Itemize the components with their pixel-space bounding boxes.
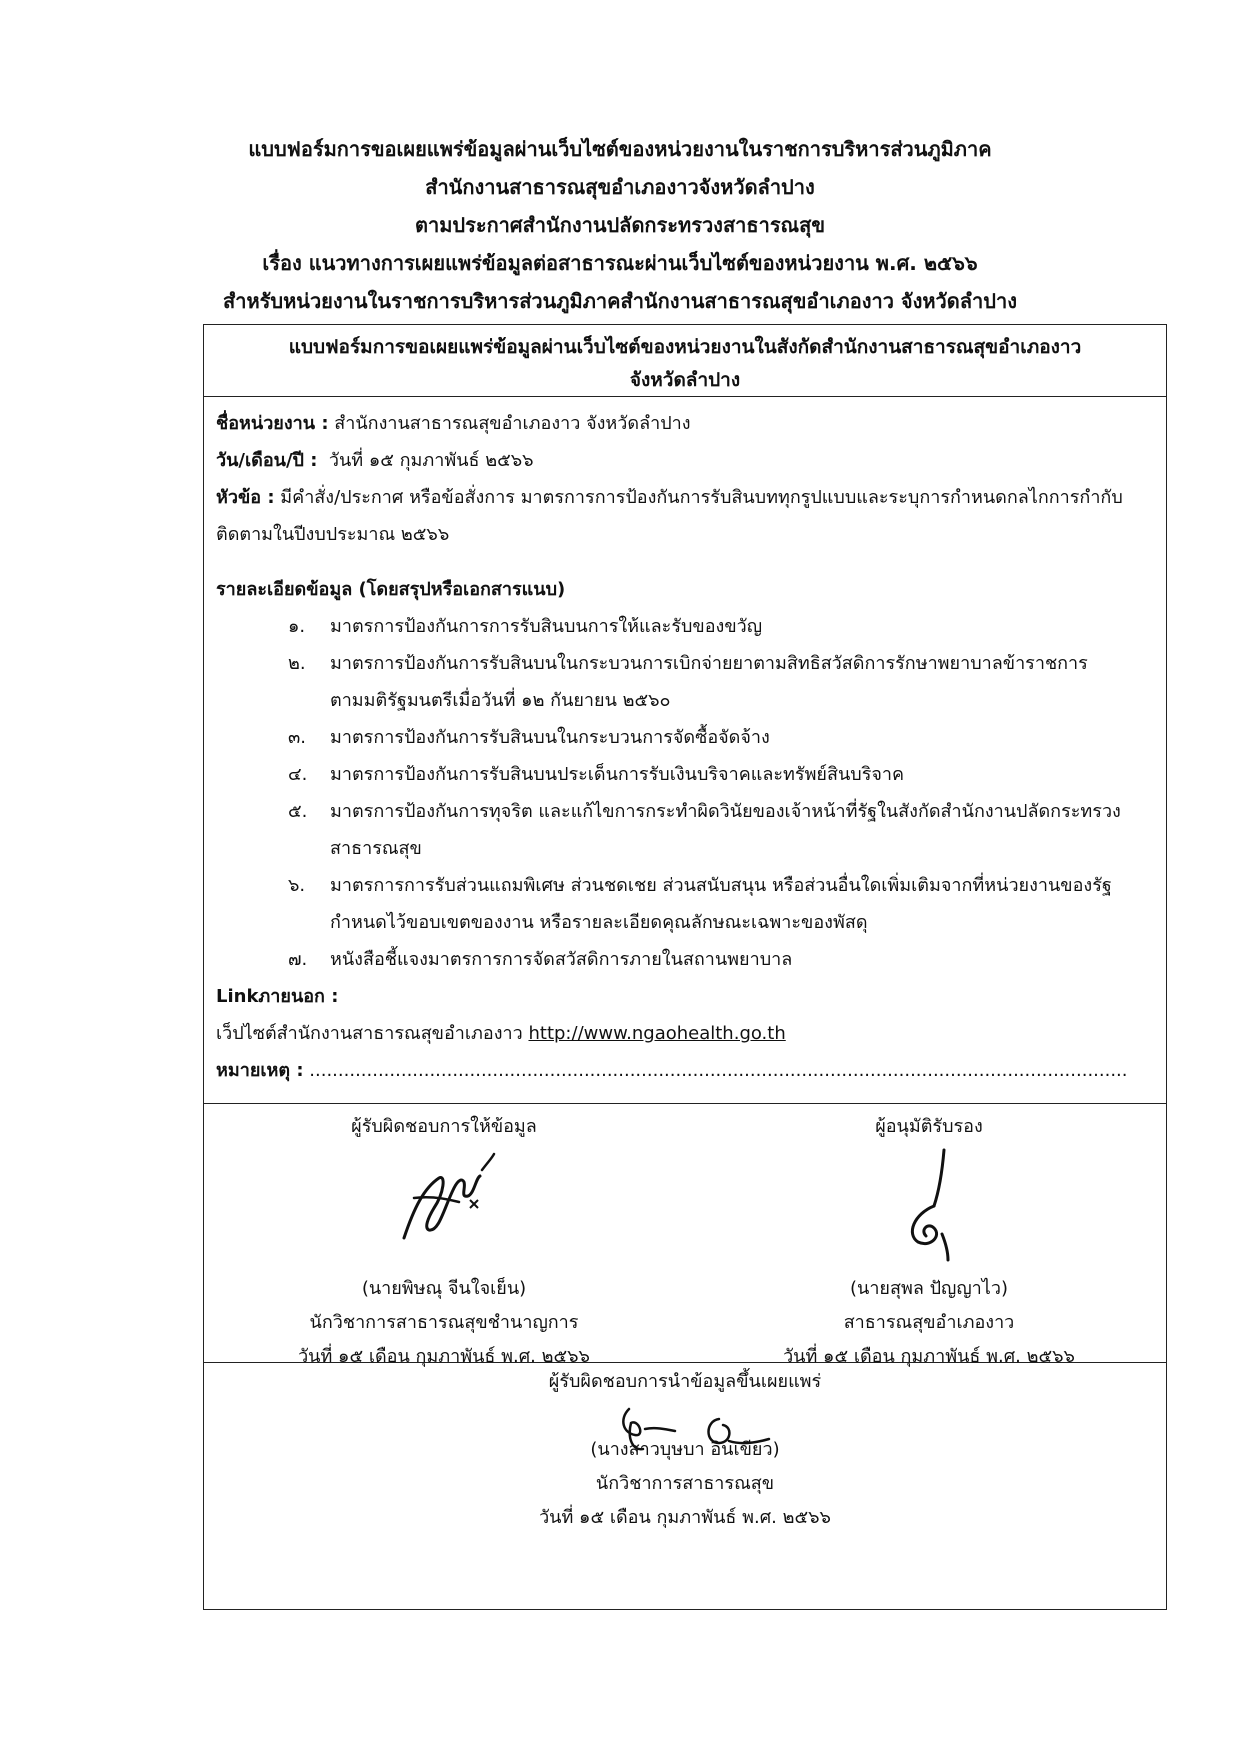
item-number: ๔. <box>288 764 308 785</box>
header-line-5: สำหรับหน่วยงานในราชการบริหารส่วนภูมิภาคสำนักงานสาธารณสุขอำเภองาว จังหวัดลำปาง <box>223 289 1017 313</box>
responsible-signature-block <box>244 1110 644 1374</box>
remark-dots: ............................................................................................................................................... <box>309 1060 1128 1081</box>
external-link[interactable]: http://www.ngaohealth.go.th <box>528 1023 786 1044</box>
link-row <box>216 1015 1156 1052</box>
header-line-2: สำนักงานสาธารณสุขอำเภองาวจังหวัดลำปาง <box>425 175 815 199</box>
approver-role: ผู้อนุมัติรับรอง <box>875 1116 983 1137</box>
item-text: หนังสือชี้แจงมาตรการการจัดสวัสดิการภายในสถานพยาบาล <box>330 949 793 970</box>
signature-icon <box>384 1148 504 1258</box>
details-label: รายละเอียดข้อมูล (โดยสรุปหรือเอกสารแนบ) <box>216 579 566 600</box>
approver-signature-image <box>704 1144 1154 1272</box>
header-line-4: เรื่อง แนวทางการเผยแพร่ข้อมูลต่อสาธารณะผ่านเว็บไซต์ของหน่วยงาน พ.ศ. ๒๕๖๖ <box>262 251 978 275</box>
header-line-3: ตามประกาศสำนักงานปลัดกระทรวงสาธารณสุข <box>414 213 825 237</box>
list-item <box>216 608 1156 645</box>
approver-signature-block <box>704 1110 1154 1374</box>
form-info <box>204 397 1166 1089</box>
date-label: วัน/เดือน/ปี : <box>216 450 318 471</box>
publisher-position: นักวิชาการสาธารณสุข <box>595 1473 775 1494</box>
remark-label: หมายเหตุ : <box>216 1060 304 1081</box>
form-title <box>204 325 1166 397</box>
item-text: มาตรการป้องกันการรับสินบนประเด็นการรับเงินบริจาคและทรัพย์สินบริจาค <box>330 764 905 785</box>
item-number: ๒. <box>288 653 306 674</box>
item-text: มาตรการการรับส่วนแถมพิเศษ ส่วนชดเชย ส่วนสนับสนุน หรือส่วนอื่นใดเพิ่มเติมจากที่หน่วยงานของรัฐกำหนดไว้ขอบเขตของงาน หรือรายละเอียดคุณลักษณะเฉพาะของพัสดุ <box>330 875 1112 933</box>
topic-row <box>216 479 1156 553</box>
publisher-date: วันที่ ๑๕ เดือน กุมภาพันธ์ พ.ศ. ๒๕๖๖ <box>539 1507 831 1528</box>
form-title-line-2: จังหวัดลำปาง <box>629 369 741 391</box>
responsible-date: วันที่ ๑๕ เดือน กุมภาพันธ์ พ.ศ. ๒๕๖๖ <box>298 1346 590 1367</box>
list-item <box>216 941 1156 978</box>
responsible-signature-image <box>244 1144 644 1272</box>
responsible-position: นักวิชาการสาธารณสุขชำนาญการ <box>309 1312 579 1333</box>
item-number: ๖. <box>288 875 306 896</box>
page-header <box>0 130 1240 320</box>
signature-icon <box>609 1399 789 1459</box>
form-title-line-1: แบบฟอร์มการขอเผยแพร่ข้อมูลผ่านเว็บไซต์ของหน่วยงานในสังกัดสำนักงานสาธารณสุขอำเภองาว <box>288 336 1082 358</box>
signature-section <box>204 1103 1166 1367</box>
list-item <box>216 719 1156 756</box>
item-text: มาตรการป้องกันการทุจริต และแก้ไขการกระทำผิดวินัยของเจ้าหน้าที่รัฐในสังกัดสำนักงานปลัดกระทรวงสาธารณสุข <box>330 801 1121 859</box>
item-text: มาตรการป้องกันการการรับสินบนการให้และรับของขวัญ <box>330 616 763 637</box>
list-item <box>216 793 1156 867</box>
item-number: ๗. <box>288 949 308 970</box>
topic-label: หัวข้อ : <box>216 487 275 508</box>
topic-value: มีคำสั่ง/ประกาศ หรือข้อสั่งการ มาตรการการป้องกันการรับสินบททุกรูปแบบและระบุการกำหนดกลไกการกำกับติดตามในปีงบประมาณ ๒๕๖๖ <box>216 487 1123 545</box>
item-number: ๑. <box>288 616 306 637</box>
agency-label: ชื่อหน่วยงาน : <box>216 413 329 434</box>
link-prefix: เว็ปไซต์สำนักงานสาธารณสุขอำเภองาว <box>216 1023 523 1044</box>
publisher-name: (นางสาวบุษบา อินเขียว) <box>590 1439 780 1460</box>
item-number: ๓. <box>288 727 307 748</box>
date-value: วันที่ ๑๕ กุมภาพันธ์ ๒๕๖๖ <box>328 450 534 471</box>
publisher-role: ผู้รับผิดชอบการนำข้อมูลขึ้นเผยแพร่ <box>548 1371 822 1392</box>
item-text: มาตรการป้องกันการรับสินบนในกระบวนการเบิกจ่ายยาตามสิทธิสวัสดิการรักษาพยาบาลข้าราชการ ตามมติรัฐมนตรีเมื่อวันที่ ๑๒ กันยายน ๒๕๖๐ <box>330 653 1088 711</box>
approver-date: วันที่ ๑๕ เดือน กุมภาพันธ์ พ.ศ. ๒๕๖๖ <box>783 1346 1075 1367</box>
agency-row <box>216 405 1156 442</box>
link-label: Linkภายนอก : <box>216 986 339 1007</box>
header-line-1: แบบฟอร์มการขอเผยแพร่ข้อมูลผ่านเว็บไซต์ของหน่วยงานในราชการบริหารส่วนภูมิภาค <box>248 137 992 161</box>
list-item <box>216 867 1156 941</box>
responsible-role: ผู้รับผิดชอบการให้ข้อมูล <box>351 1116 537 1137</box>
responsible-name: (นายพิษณุ จีนใจเย็น) <box>361 1278 527 1299</box>
list-item <box>216 645 1156 719</box>
item-text: มาตรการป้องกันการรับสินบนในกระบวนการจัดซื้อจัดจ้าง <box>330 727 770 748</box>
remark-row <box>216 1052 1156 1089</box>
approver-name: (นายสุพล ปัญญาไว) <box>850 1278 1008 1299</box>
form-box <box>203 324 1167 1610</box>
date-row <box>216 442 1156 479</box>
publisher-signature-block <box>204 1365 1166 1535</box>
list-item <box>216 756 1156 793</box>
signature-icon <box>884 1144 984 1264</box>
approver-position: สาธารณสุขอำเภองาว <box>843 1312 1015 1333</box>
agency-value: สำนักงานสาธารณสุขอำเภองาว จังหวัดลำปาง <box>334 413 691 434</box>
item-number: ๕. <box>288 801 308 822</box>
